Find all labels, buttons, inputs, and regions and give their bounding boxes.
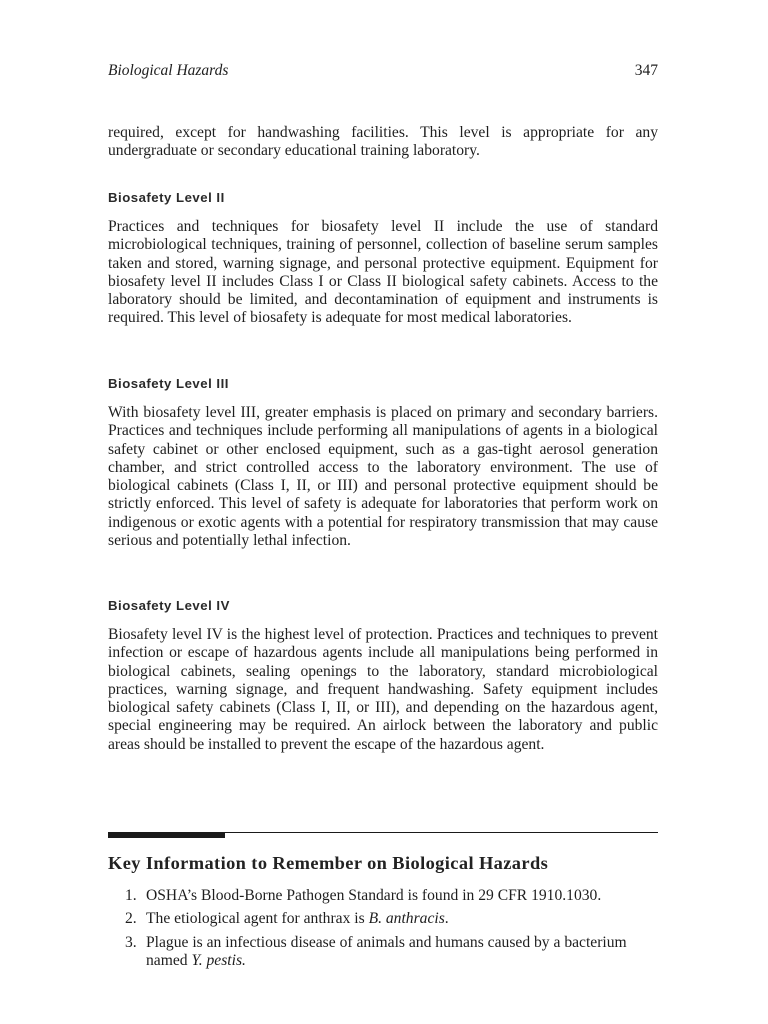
list-item <box>108 934 658 971</box>
section-body-level-2: Practices and techniques for biosafety level II include the use of standard microbiological techniques, training of personnel, collection of baseline serum samples taken and stored, warning signage, and personal protective equipment. Equipment for biosafety level II includes Class I or Class II biological safety cabinets. Access to the laboratory should be limited, and decontamination of equipment and instruments is required. This level of biosafety is adequate for most medical laboratories. <box>108 218 658 327</box>
key-info-list <box>108 887 658 975</box>
list-item-text: The etiological agent for anthrax is <box>146 910 369 928</box>
running-head <box>108 62 658 80</box>
section-body-level-2-block <box>108 218 658 328</box>
list-item-number: 2. <box>125 910 137 928</box>
section-heading-level-4: Biosafety Level IV <box>108 598 230 613</box>
list-item-number: 3. <box>125 933 137 951</box>
section-heading-level-2: Biosafety Level II <box>108 190 225 205</box>
section-body-level-4-block <box>108 626 658 754</box>
list-item-after: . <box>444 910 449 928</box>
intro-paragraph-block <box>108 124 658 161</box>
list-item <box>108 910 658 928</box>
list-item-text: OSHA’s Blood-Borne Pathogen Standard is found in 29 CFR 1910.1030. <box>146 887 602 904</box>
list-item-italic: B. anthracis <box>368 910 445 928</box>
list-item-italic: Y. pestis. <box>191 951 246 969</box>
section-body-level-3-block <box>108 404 658 550</box>
list-item-number: 1. <box>125 887 137 904</box>
section-body-level-4: Biosafety level IV is the highest level of protection. Practices and techniques to prevent infection or escape of hazardous agents include all manipulations being performed in biological cabinets, sealing openings to the laboratory, standard microbiological practices, warning signage, and frequent handwashing. Safety equipment includes biological safety cabinets (Class I, II, or III), and depending on the hazardous agent, special engineering may be required. An airlock between the laboratory and public areas should be installed to prevent the escape of the hazardous agent. <box>108 626 658 753</box>
list-item <box>108 887 658 905</box>
book-page <box>108 0 658 1024</box>
intro-paragraph: required, except for handwashing facilities. This level is appropriate for any undergraduate or secondary educational training laboratory. <box>108 124 658 160</box>
divider-thin-line <box>225 832 658 833</box>
section-heading-level-3: Biosafety Level III <box>108 376 229 391</box>
list-item-text: Plague is an infectious disease of animals and humans caused by a bacterium named <box>146 933 627 969</box>
key-info-heading: Key Information to Remember on Biological Hazards <box>108 853 549 873</box>
running-title: Biological Hazards <box>108 62 229 79</box>
section-divider <box>108 832 658 838</box>
divider-thick-bar <box>108 832 225 838</box>
section-body-level-3: With biosafety level III, greater emphasis is placed on primary and secondary barriers. Practices and techniques include performing all manipulations of agents in a biological safety cabinet or other enclosed equipment, such as a gas-tight aerosol generation chamber, and strict controlled access to the laboratory environment. The use of biological cabinets (Class I, II, or III) and personal protective equipment should be strictly enforced. This level of safety is adequate for laboratories that perform work on indigenous or exotic agents with a potential for respiratory transmission that may cause serious and potentially lethal infection. <box>108 404 658 550</box>
page-number: 347 <box>634 62 658 79</box>
